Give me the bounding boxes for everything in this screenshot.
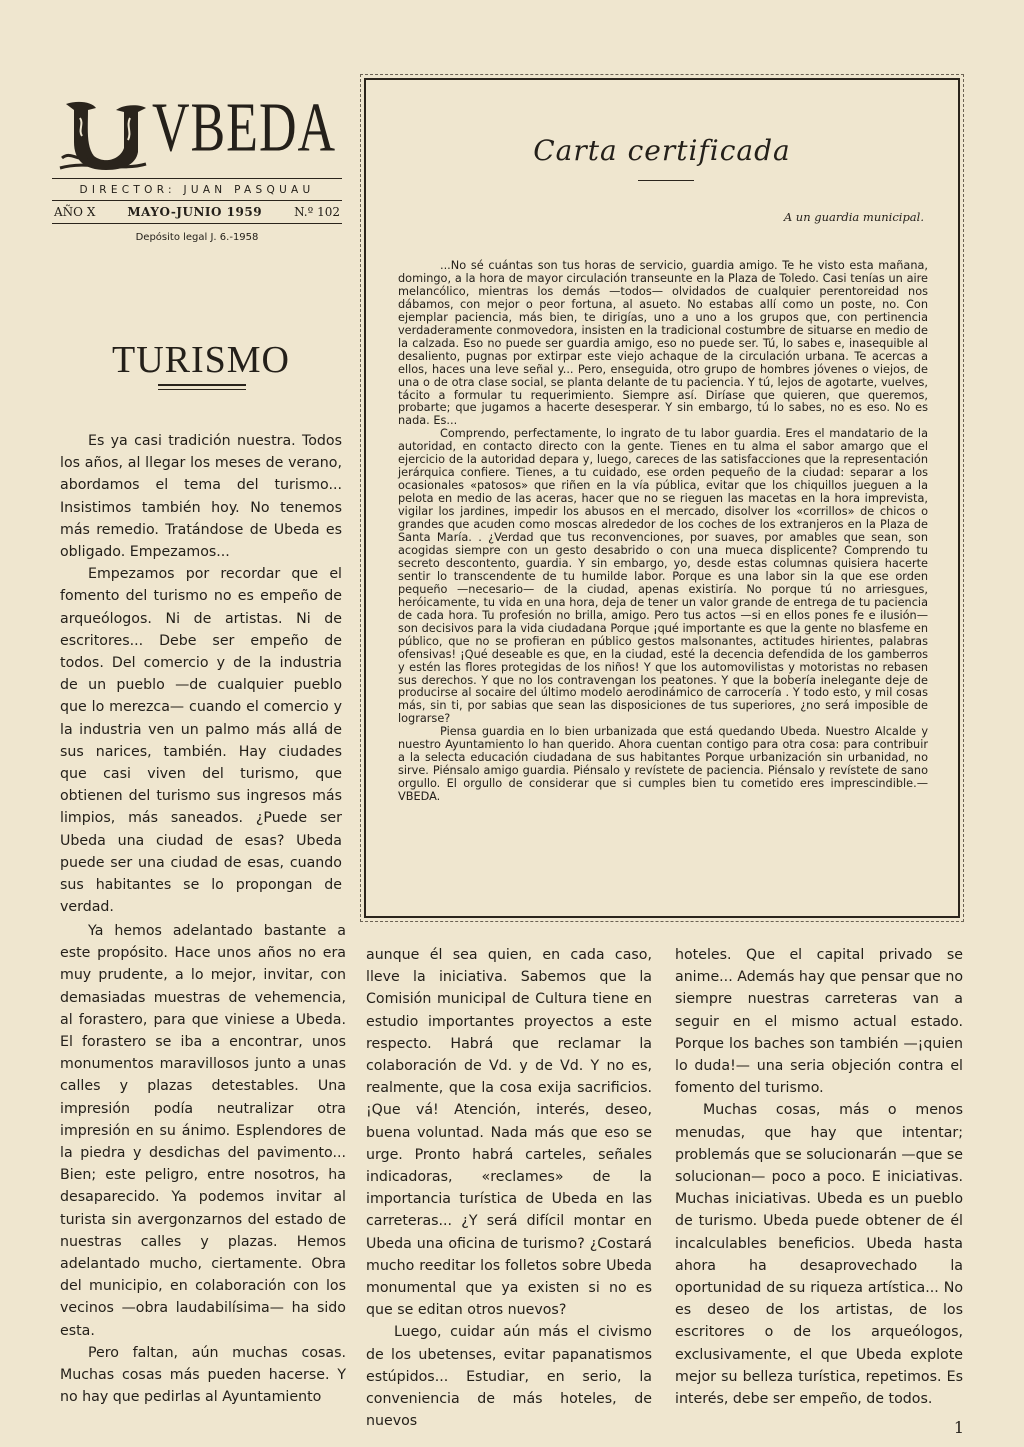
logo [52,88,342,172]
masthead [52,88,342,243]
title-rule [158,384,246,386]
article-paragraph: hoteles. Que el capital privado se anime... Además hay que pensar que no siempre nuestras carreteras van a seguir en el mismo actual estado. Porque los baches son también —¡quien lo duda!— una seria objeción contra el fomento del turismo. [675,947,963,1097]
boxed-paragraph: Comprendo, perfectamente, lo ingrato de tu labor guardia. Eres el mandatario de la autoridad, en contacto directo con la gente. Tienes en tu alma el sabor amargo que el ejercicio de la autoridad depara y, luego, careces de las satisfacciones que la representación jerárquica confiere. Tienes, a tu cuidado, ese orden pequeño de la ciudad: separar a los ocasionales «patosos» que riñen en la vía pública, evitar que los chiquillos jueguen a la pelota en medio de las aceras, hacer que no se rieguen las macetas en la hora imprevista, vigilar los jardines, impedir los abusos en el mercado, disolver los «corrillos» de chicos o grandes que acuden como moscas alrededor de los coches de los extranjeros en la Plaza de Santa María. . ¿Verdad que tus reconvenciones, por suaves, por amables que sean, son acogidas siempre con un gesto desabrido o con una mueca displicente? Comprendo tu secreto descontento, guardia. Y sin embargo, yo, desde estas columnas quisiera hacerte sentir lo transcendente de tu humilde labor. Porque es una labor sin la que ese orden pequeño —necesario— de la ciudad, apenas existiría. No porque tú no arriesgues, heróicamente, tu vida en una hora, deja de tener un valor grande de entrega de tu paciencia de cada hora. Tu profesión no brilla, amigo. Pero tus actos —si en ellos pones fe e ilusión— son decisivos para la vida ciudadana Porque ¡qué importante es que la gente no blasfeme en público, que no se profieran en público gestos malsonantes, actitudes hirientes, palabras ofensivas! ¡Qué deseable es que, en la ciudad, esté la decencia defendida de los gamberros y estén las flores protegidas de los niños! Y que los automovilistas y motoristas no rebasen sus derechos. Y que no los contravengan los peatones. Y que la bobería inelegante deje de producirse al socaire del último modelo aerodinámico de carrocería . Y todo esto, y mil cosas más, sin ti, por sabias que sean las disposiciones de tus superiores, ¿no será imposible de lograrse? [398,427,928,726]
boxed-dedication: A un guardia municipal. [783,210,924,224]
page-number: 1 [953,1418,964,1437]
boxed-article-title: Carta certificada [533,134,791,167]
article-column-2 [366,944,652,1432]
boxed-paragraph: ...No sé cuántas son tus horas de servicio, guardia amigo. Te he visto esta mañana, domingo, a la hora de mayor circulación transeunte en la Plaza de Toledo. Casi tenías un aire melancólico, mientras los demás —todos— olvidados de cualquier perentoreidad nos dábamos, con mejor o peor fortuna, al asueto. No estabas allí como un poste, no. Con ejemplar paciencia, más bien, te dirigías, uno a uno a los grupos que, con pertinencia verdaderamente conmovedora, insisten en la tradicional costumbre de situarse en medio de la calzada. Eso no puede ser guardia amigo, eso no puede ser. Tú, lo sabes e, inasequible al desaliento, pugnas por extirpar este viejo achaque de la circulación urbana. Te acercas a ellos, haces una leve señal y... Pero, enseguida, otro grupo de hombres jóvenes o viejos, de una o de otra clase social, se planta delante de tu paciencia. Y tú, lejos de agotarte, vuelves, tácito a formular tu requerimiento. Siempre así. Diríase que quieren, que queremos, probarte; que jugamos a hacerte desesperar. Y sin embargo, tú lo sabes, no es eso. No es nada. Es... [398,259,928,428]
masthead-director: DIRECTOR: JUAN PASQUAU [52,178,342,201]
article-paragraph: Muchas cosas, más o menos menudas, que hay que intentar; problemás que se solucionarán —que se solucionan— poco a poco. E iniciativas. Muchas iniciativas. Ubeda es un pueblo de turismo. Ubeda puede obtener de él incalculables beneficios. Ubeda hasta ahora ha desaprovechado la oportunidad de su riqueza artística... No es deseo de los artistas, de los escritores o de los arqueólogos, exclusivamente, el que Ubeda explote mejor su belleza turística, repetimos. Es interés, debe ser empeño, de todos. [675,1102,963,1408]
article-column-1-top [60,430,342,918]
issue-number: N.º 102 [294,205,340,219]
boxed-article-body [398,260,928,804]
legal-deposit: Depósito legal J. 6.-1958 [135,232,259,243]
title-rule [158,389,246,390]
issue-date: MAYO-JUNIO 1959 [127,205,263,219]
article-column-1-bottom [60,920,346,1408]
boxed-article [364,78,960,918]
article-paragraph: aunque él sea quien, en cada caso, lleve la iniciativa. Sabemos que la Comisión municipal de Cultura tiene en estudio importantes proyectos a este respecto. Habrá que reclamar la colaboración de Vd. y de Vd. Y no es, realmente, que la cosa exija sacrificios. ¡Que vá! Atención, interés, deseo, buena voluntad. Nada más que eso se urge. Pronto habrá carteles, señales indicadoras, «reclames» de la importancia turística de Ubeda en las carreteras... ¿Y será difícil montar en Ubeda una oficina de turismo? ¿Costará mucho reeditar los folletos sobre Ubeda monumental que ya existen si no es que se editan otros nuevos? [366,947,652,1319]
article-paragraph: Ya hemos adelantado bastante a este propósito. Hace unos años no era muy prudente, a lo mejor, invitar, con demasiadas muestras de vehemencia, al forastero, para que viniese a Ubeda. El forastero se iba a encontrar, unos monumentos maravillosos junto a unas calles y plazas detestables. Una impresión podía neutralizar otra impresión en su ánimo. Esplendores de la piedra y desdichas del pavimento... Bien; este peligro, entre nosotros, ha desaparecido. Ya podemos invitar al turista sin avergonzarnos del estado de nuestras calles y plazas. Hemos adelantado mucho, ciertamente. Obra del municipio, en colaboración con los vecinos —obra laudabilísima— ha sido esta. [60,923,346,1339]
boxed-paragraph: Piensa guardia en lo bien urbanizada que está quedando Ubeda. Nuestro Alcalde y nuestro Ayuntamiento lo han querido. Ahora cuentan contigo para otra cosa: para contribuir a la selecta educación ciudadana de sus habitantes Porque urbanización sin urbanidad, no sirve. Piénsalo amigo guardia. Piénsalo y revístete de paciencia. Piénsalo y revístete de sano orgullo. El orgullo de considerar que si cumples bien tu cometido eres imprescindible.—VBEDA. [398,725,928,804]
ornamental-u-icon [58,98,148,172]
issue-year: AÑO X [54,205,96,219]
article-paragraph: Luego, cuidar aún más el civismo de los ubetenses, evitar papanatismos estúpidos... Estudiar, en serio, la conveniencia de más hoteles, de nuevos [366,1324,652,1430]
article-paragraph: Es ya casi tradición nuestra. Todos los años, al llegar los meses de verano, abordamos el tema del turismo... Insistimos también hoy. No tenemos más remedio. Tratándose de Ubeda es obligado. Empezamos... [60,433,342,561]
article-column-3 [675,944,963,1410]
boxed-title-rule [638,180,694,181]
article-paragraph: Empezamos por recordar que el fomento del turismo no es empeño de arqueólogos. Ni de artistas. Ni de escritores... Debe ser empeño de todos. Del comercio y de la industria de un pueblo —de cualquier pueblo que lo merezca— cuando el comercio y la industria ven un palmo más allá de sus narices, también. Hay ciudades que casi viven del turismo, que obtienen del turismo sus ingresos más limpios, más saneados. ¿Puede ser Ubeda una ciudad de esas? Ubeda puede ser una ciudad de esas, cuando sus habitantes se lo propongan de verdad. [60,566,342,916]
article-title: TURISMO [111,339,291,381]
article-paragraph: Pero faltan, aún muchas cosas. Muchas cosas más pueden hacerse. Y no hay que pedirlas al Ayuntamiento [60,1344,346,1406]
issue-line [52,201,342,224]
masthead-title: VBEDA [151,89,337,167]
